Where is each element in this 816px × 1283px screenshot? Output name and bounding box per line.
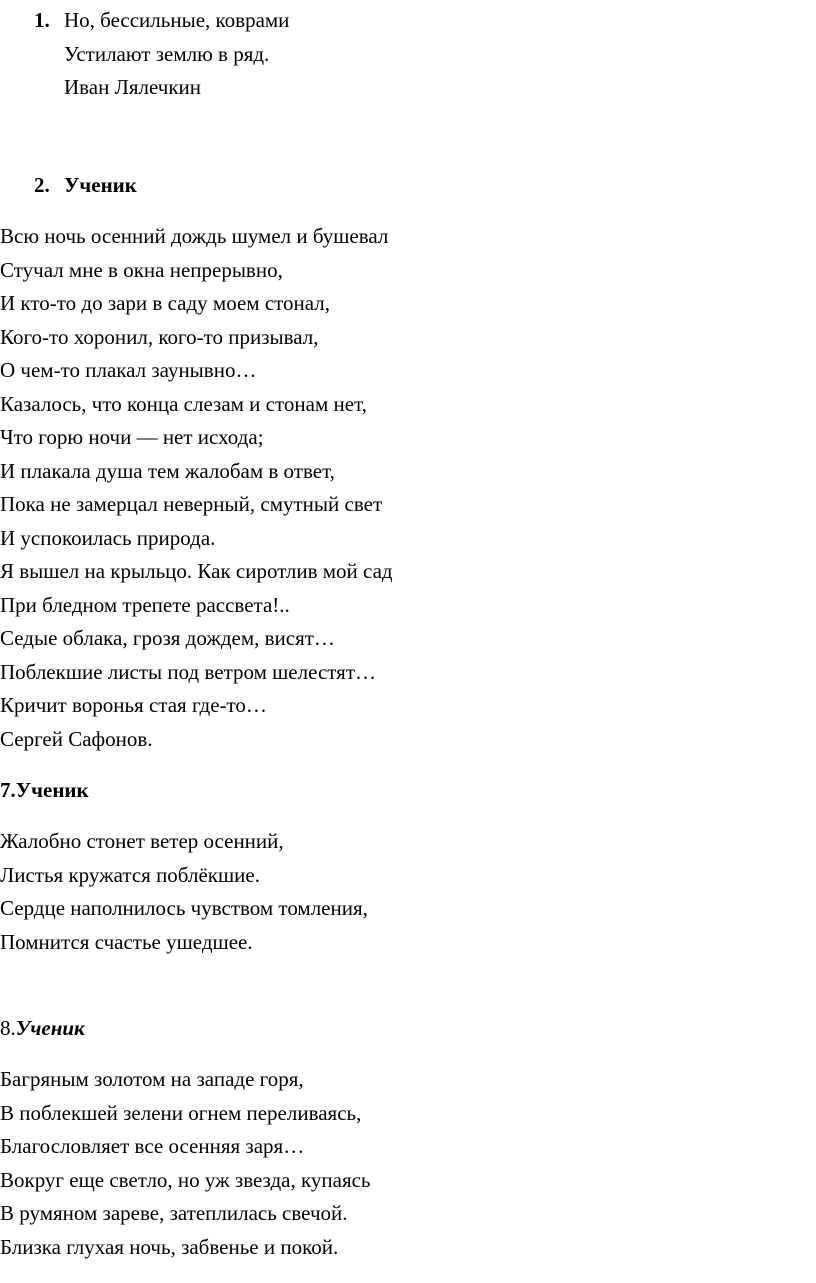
poem-section-8 <box>0 1063 816 1264</box>
section-number: 8. <box>0 1016 16 1040</box>
poem-line: Близка глухая ночь, забвенье и покой. <box>0 1234 339 1259</box>
section-heading-text: 7.Ученик <box>0 778 89 802</box>
poem-line: И плакала душа тем жалобам в ответ, <box>0 458 335 483</box>
poem-line: О чем-то плакал заунывно… <box>0 358 257 382</box>
poem-line: В поблекшей зелени огнем переливаясь, <box>0 1100 362 1125</box>
poem-line <box>0 4 816 38</box>
poem-line: Я вышел на крыльцо. Как сиротлив мой сад <box>0 559 393 583</box>
poem-line: Вокруг еще светло, но уж звезда, купаясь <box>0 1167 371 1192</box>
poem-line: Жалобно стонет ветер осенний, <box>0 829 284 853</box>
section-8-heading <box>0 1012 816 1046</box>
poem-line-text: Но, бессильные, коврами <box>64 8 290 32</box>
poem-line: Листья кружатся поблёкшие. <box>0 862 260 887</box>
poem-line: Всю ночь осенний дождь шумел и бушевал <box>0 224 389 248</box>
poem-section-1 <box>0 4 816 105</box>
poem-line: Поблекшие листы под ветром шелестят… <box>0 659 377 684</box>
poem-line: Кричит воронья стая где-то… <box>0 693 267 717</box>
poem-author: Иван Лялечкин <box>64 75 202 99</box>
poem-line: Благословляет все осенняя заря… <box>0 1134 305 1158</box>
section-number: 1. <box>34 8 50 32</box>
section-2-heading <box>0 169 816 203</box>
poem-section-2 <box>0 220 816 756</box>
section-heading-text: Ученик <box>15 1016 85 1040</box>
section-heading-text: Ученик <box>64 173 137 197</box>
poem-author: Сергей Сафонов. <box>0 726 153 751</box>
poem-line: В румяном зареве, затеплилась свечой. <box>0 1201 348 1225</box>
section-number: 2. <box>34 173 50 197</box>
poem-line: И кто-то до зари в саду моем стонал, <box>0 291 331 315</box>
poem-line: Что горю ночи — нет исхода; <box>0 425 264 449</box>
poem-line: Седые облака, грозя дождем, висят… <box>0 626 335 650</box>
poem-line: Кого-то хоронил, кого-то призывал, <box>0 324 319 349</box>
poem-line: При бледном трепете рассвета!.. <box>0 592 290 617</box>
section-7-heading <box>0 774 816 808</box>
poem-section-7 <box>0 825 816 959</box>
poem-line: Помнится счастье ушедшее. <box>0 929 253 954</box>
poem-line: Пока не замерцал неверный, смутный свет <box>0 492 383 516</box>
poem-line: Стучал мне в окна непрерывно, <box>0 257 283 282</box>
poem-line: Казалось, что конца слезам и стонам нет, <box>0 391 367 416</box>
poem-line: Багряным золотом на западе горя, <box>0 1067 304 1091</box>
poem-line: Сердце наполнилось чувством томления, <box>0 896 368 920</box>
poem-line: Устилают землю в ряд. <box>64 41 270 66</box>
poem-line: И успокоилась природа. <box>0 525 216 550</box>
